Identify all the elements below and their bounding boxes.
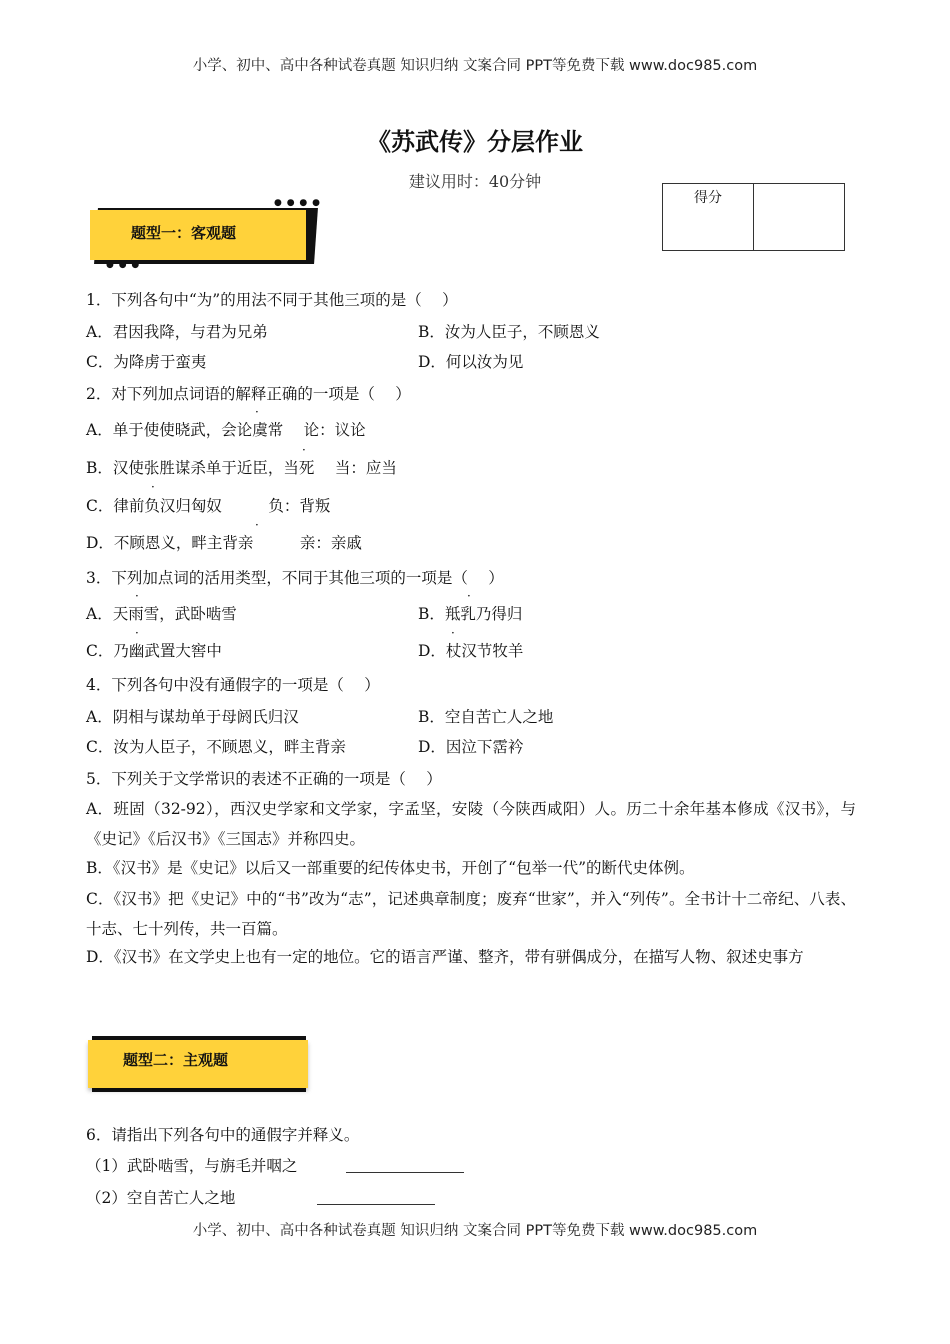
page-title: 《苏武传》分层作业: [367, 128, 583, 156]
question-3-option-b: B．羝乳乃得归: [418, 605, 523, 623]
emphasis-dot: ·: [255, 405, 259, 419]
score-label: 得分: [694, 190, 722, 206]
emphasis-dot: ·: [255, 518, 259, 532]
emphasis-dot: ·: [302, 443, 306, 457]
score-divider: [753, 184, 754, 250]
question-3-option-d: D．杖汉节牧羊: [418, 642, 524, 660]
question-4-stem: 4．下列各句中没有通假字的一项是（ ）: [86, 676, 380, 694]
page-header: 小学、初中、高中各种试卷真题 知识归纳 文案合同 PPT等免费下载 www.doc985.com: [192, 58, 758, 74]
question-2-option-d: D．不顾恩义，畔主背亲 亲：亲戚: [86, 534, 362, 552]
question-5-option-c: C．《汉书》把《史记》中的“书”改为“志”，记述典章制度；废弃“世家”，并入“列传”。全书计十二帝纪、八表、十志、七十列传，共一百篇。: [86, 890, 856, 938]
section-title-objective: 题型一：客观题: [131, 224, 237, 242]
badge-dots: ● ● ●: [106, 260, 141, 270]
emphasis-dot: ·: [135, 626, 139, 640]
emphasis-dot: ·: [151, 480, 155, 494]
page-footer: 小学、初中、高中各种试卷真题 知识归纳 文案合同 PPT等免费下载 www.doc985.com: [192, 1223, 758, 1239]
section-badge-objective: [88, 198, 324, 270]
section-badge-subjective: [88, 1034, 310, 1098]
question-1-option-d: D．何以汝为见: [418, 353, 524, 371]
badge-dots: ● ● ● ●: [274, 198, 321, 208]
score-box: [662, 183, 845, 251]
question-6-item-2: （2）空自苦亡人之地: [86, 1189, 236, 1207]
question-4-option-c: C．汝为人臣子，不顾恩义，畔主背亲: [86, 738, 346, 756]
question-2-stem: 2．对下列加点词语的解释正确的一项是（ ）: [86, 385, 411, 403]
question-3-option-a: A．天雨雪，武卧啮雪: [86, 605, 237, 623]
emphasis-dot: ·: [451, 626, 455, 640]
question-2-option-a: A．单于使使晓武，会论虞常 论：议论: [86, 421, 366, 439]
question-5-option-a: A．班固（32-92），西汉史学家和文学家，字孟坚，安陵（今陕西咸阳）人。历二十余年基本修成《汉书》，与《史记》《后汉书》《三国志》并称四史。: [86, 800, 856, 848]
question-1-option-a: A．君因我降，与君为兄弟: [86, 323, 268, 341]
question-4-option-a: A．阴相与谋劫单于母阏氏归汉: [86, 708, 299, 726]
emphasis-dot: ·: [135, 589, 139, 603]
answer-blank-2[interactable]: [317, 1204, 435, 1205]
answer-blank-1[interactable]: [346, 1172, 464, 1173]
question-3-stem: 3．下列加点词的活用类型，不同于其他三项的一项是（ ）: [86, 569, 504, 587]
question-6-stem: 6．请指出下列各句中的通假字并释义。: [86, 1126, 360, 1144]
suggested-time: 建议用时：40分钟: [408, 172, 542, 191]
question-5-option-b: B．《汉书》是《史记》以后又一部重要的纪传体史书，开创了“包举一代”的断代史体例。: [86, 859, 695, 877]
question-1-option-c: C．为降虏于蛮夷: [86, 353, 207, 371]
question-4-option-d: D．因泣下霑衿: [418, 738, 524, 756]
question-6-item-1: （1）武卧啮雪，与旃毛并咽之: [86, 1157, 298, 1175]
question-5-option-d: D．《汉书》在文学史上也有一定的地位。它的语言严谨、整齐，带有骈偶成分，在描写人物、叙述史事方: [86, 948, 804, 966]
question-1-option-b: B．汝为人臣子，不顾恩义: [418, 323, 600, 341]
emphasis-dot: ·: [467, 589, 471, 603]
question-1-stem: 1．下列各句中“为”的用法不同于其他三项的是（ ）: [86, 291, 458, 309]
question-4-option-b: B．空自苦亡人之地: [418, 708, 554, 726]
question-2-option-b: B．汉使张胜谋杀单于近臣，当死 当：应当: [86, 459, 397, 477]
question-5-stem: 5．下列关于文学常识的表述不正确的一项是（ ）: [86, 770, 442, 788]
section-title-subjective: 题型二：主观题: [123, 1051, 229, 1069]
question-3-option-c: C．乃幽武置大窖中: [86, 642, 222, 660]
question-2-option-c: C．律前负汉归匈奴 负：背叛: [86, 497, 331, 515]
